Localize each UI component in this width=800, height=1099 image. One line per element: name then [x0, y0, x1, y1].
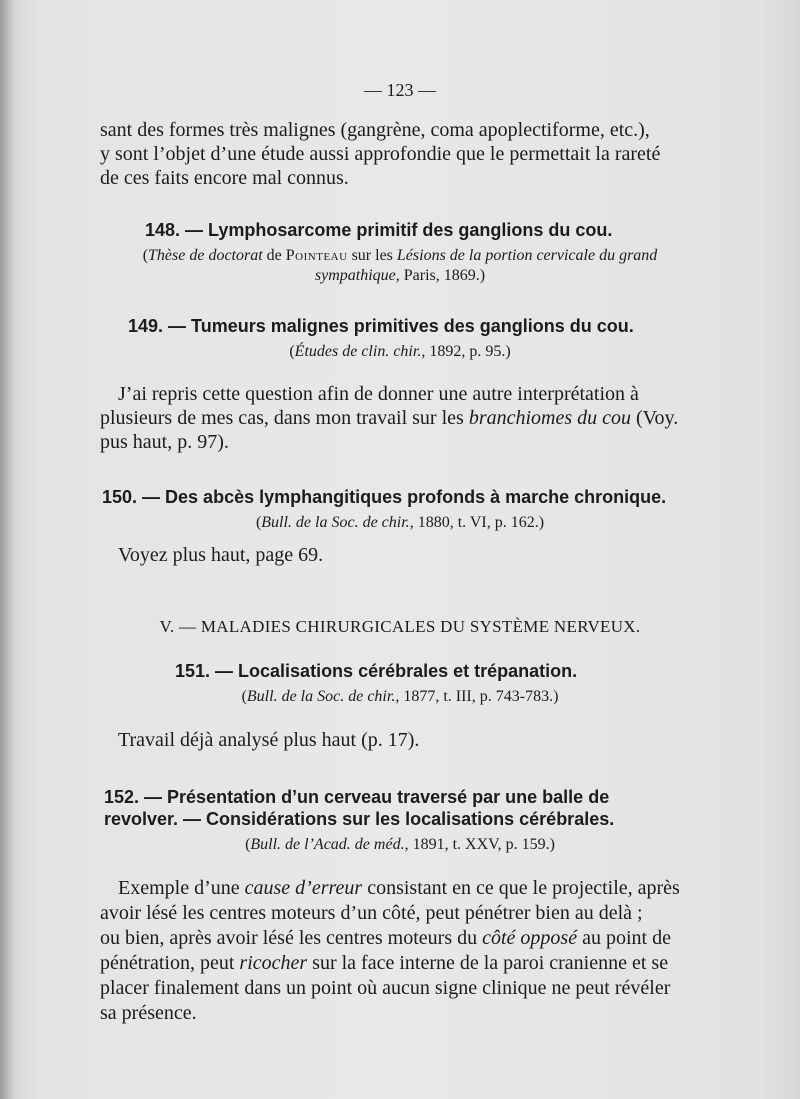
intro-line-2: y sont l’objet d’une étude aussi approfondie que le permettait la rareté — [100, 143, 661, 165]
body-text: plusieurs de mes cas, dans mon travail sur les — [100, 407, 469, 429]
ref-paren: ( — [289, 343, 295, 360]
entry-148-title: 148. — Lymphosarcome primitif des ganglions du cou. — [145, 220, 613, 240]
title-line-1: 152. — Présentation d’un cerveau traversé par une balle de — [104, 787, 610, 807]
body-text: (Voy. — [631, 407, 679, 429]
entry-149-body — [100, 382, 700, 454]
entry-152-body — [100, 876, 700, 1026]
ref-end: , 1891, t. XXV, p. 159.) — [404, 836, 555, 853]
ref-end: , 1880, t. VI, p. 162.) — [409, 514, 545, 531]
entry-150-body: Voyez plus haut, page 69. — [118, 544, 324, 566]
ref-work: Études de clin. chir. — [294, 343, 422, 360]
entry-151-title: 151. — Localisations cérébrales et trépanation. — [175, 661, 578, 681]
ref-work: Bull. de la Soc. de chir. — [261, 514, 410, 531]
body-text: sur la face interne de la paroi cranienne et se — [307, 952, 669, 974]
ref-work: Bull. de la Soc. de chir. — [246, 688, 396, 705]
entry-150-title: 150. — Des abcès lymphangitiques profonds à marche chronique. — [102, 487, 667, 507]
ref-end: , 1892, p. 95.) — [421, 343, 511, 360]
body-line — [100, 951, 700, 976]
intro-line-1: sant des formes très malignes (gangrène, coma apoplectiforme, etc.), — [100, 119, 650, 141]
ref-paren: ( — [142, 247, 149, 264]
body-text: Exemple d’une — [118, 877, 245, 899]
ref-end: , Paris, 1869.) — [395, 267, 486, 284]
ref-paren: ( — [255, 514, 262, 531]
ref-paren: ( — [241, 688, 247, 705]
ref-work: Lésions de la portion cervicale du grand — [396, 247, 658, 264]
ref-these: Thèse de doctorat — [148, 247, 263, 264]
body-emphasis: ricocher — [239, 952, 308, 974]
entry-149-title: 149. — Tumeurs malignes primitives des ganglions du cou. — [128, 316, 634, 336]
intro-line-3: de ces faits encore mal connus. — [100, 167, 349, 189]
entry-152-title — [104, 786, 694, 830]
ref-text: sur les — [347, 247, 397, 264]
ref-text: de — [262, 247, 286, 264]
entry-151-body: Travail déjà analysé plus haut (p. 17). — [118, 729, 420, 751]
entry-150-reference — [100, 513, 700, 533]
entry-148-reference — [100, 246, 700, 286]
title-line-2: revolver. — Considérations sur les localisations cérébrales. — [104, 809, 615, 829]
body-emphasis: branchiomes du cou — [468, 407, 632, 429]
body-text: consistant en ce que le projectile, après — [362, 877, 680, 899]
body-line — [100, 876, 700, 901]
section-heading: V. — MALADIES CHIRURGICALES DU SYSTÈME NERVEUX. — [159, 617, 641, 636]
body-line: avoir lésé les centres moteurs d’un côté, peut pénétrer bien au delà ; — [100, 902, 643, 924]
body-line: J’ai repris cette question afin de donner une autre interprétation à — [118, 383, 639, 405]
ref-author: Pointeau — [285, 247, 348, 264]
body-line: placer finalement dans un point où aucun signe clinique ne peut révéler — [100, 977, 671, 999]
body-line — [100, 406, 700, 430]
body-line — [100, 926, 700, 951]
ref-paren: ( — [245, 836, 251, 853]
body-line: pus haut, p. 97). — [100, 431, 229, 453]
intro-paragraph — [100, 118, 700, 190]
entry-151-reference — [100, 687, 700, 707]
body-emphasis: côté opposé — [482, 927, 578, 949]
ref-work: sympathique — [314, 267, 396, 284]
entry-152-reference — [100, 835, 700, 855]
ref-end: , 1877, t. III, p. 743-783.) — [395, 688, 559, 705]
body-text: au point de — [577, 927, 671, 949]
entry-149-reference — [100, 342, 700, 362]
page-number: — 123 — — [364, 80, 436, 100]
page-edge-shadow — [0, 0, 14, 1099]
body-text: pénétration, peut — [100, 952, 240, 974]
ref-work: Bull. de l’Acad. de méd. — [250, 836, 405, 853]
body-line: sa présence. — [100, 1002, 197, 1024]
body-text: ou bien, après avoir lésé les centres moteurs du — [100, 927, 483, 949]
body-emphasis: cause d’erreur — [244, 877, 363, 899]
